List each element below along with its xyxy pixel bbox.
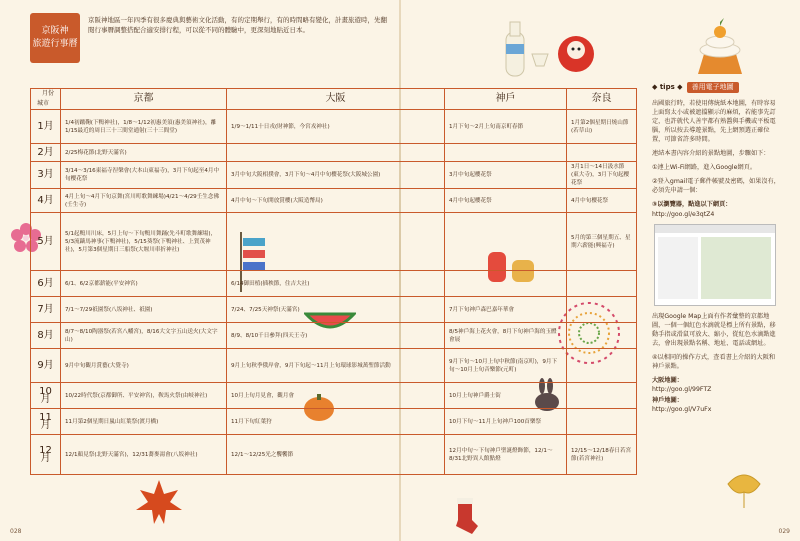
month-cell: 8月: [31, 323, 61, 349]
month-cell: 11月: [31, 409, 61, 435]
kyoto-cell: 3/14～3/16東福寺涅槃會(大本山東福寺)，3月下旬起至4月中旬櫻花祭: [61, 162, 227, 189]
kobe-cell: 8/5神戶海上花火會，8月下旬神戶海的玉體會展: [445, 323, 567, 349]
nara-cell: 1月第2個星期日燒山節(若草山): [567, 110, 637, 144]
month-cell: 1月: [31, 110, 61, 144]
festival-calendar-table: [30, 88, 637, 475]
kyoto-map-link[interactable]: http://goo.gl/e3qtZ4: [652, 211, 715, 218]
badge-line-2: 旅遊行事曆: [32, 39, 78, 49]
kobe-cell: 10月上旬神戶爵士街: [445, 383, 567, 409]
table-row: [31, 323, 637, 349]
nara-cell: [567, 323, 637, 349]
osaka-cell: 10月上旬月見會，觀月會: [227, 383, 445, 409]
kobe-cell: 10月下旬～11月上旬神戶100首樂祭: [445, 409, 567, 435]
title-badge: [30, 13, 80, 63]
table-row: [31, 435, 637, 475]
month-cell: 12月: [31, 435, 61, 475]
nara-cell: 5月的第三個星期五、星期六薪能(興福寺): [567, 213, 637, 271]
month-cell: 10月: [31, 383, 61, 409]
header-kobe: 神戶: [445, 89, 567, 110]
osaka-cell: 8/9、8/10千日參拜(四天王寺): [227, 323, 445, 349]
kagami-mochi-icon: [690, 14, 750, 82]
nara-cell: 3月1日～14日汲水節(東大寺)，3月下旬起櫻花祭: [567, 162, 637, 189]
kobe-cell: 12月中旬～下旬神戶聖誕燈飾節，12/1～8/31北野異人館點燈: [445, 435, 567, 475]
month-cell: 9月: [31, 349, 61, 383]
nara-cell: 12/15～12/18春日若宮節(若宮神社): [567, 435, 637, 475]
kobe-cell: [445, 271, 567, 297]
month-cell: 7月: [31, 297, 61, 323]
tips-paragraph: ④以相同的操作方式，查看書上介紹的大阪和神戶景點。: [652, 354, 776, 370]
intro-text: 京阪神地區一年四季有很多慶典與藝術文化活動，有的定期舉行，有的時間略有變化，計畫旅遊時，先翻閱行事曆調整搭配合適安排行程，可以從不同的體驗中，更深刻地貼近日本。: [88, 16, 387, 34]
table-row: [31, 110, 637, 144]
table-row: [31, 162, 637, 189]
kobe-cell: 7月下旬神戶森巴嘉年華會: [445, 297, 567, 323]
osaka-cell: [227, 144, 445, 162]
kobe-cell: [445, 213, 567, 271]
nara-cell: [567, 271, 637, 297]
kyoto-cell: 7/1～7/29祇園祭(八坂神社、祇園): [61, 297, 227, 323]
month-cell: 4月: [31, 189, 61, 213]
osaka-cell: 12/1～12/25光之饗饗節: [227, 435, 445, 475]
kyoto-cell: 4月上旬～4月下旬京舞(宮川町歌舞練場)4/21～4/29壬生念佛(壬生寺): [61, 189, 227, 213]
osaka-cell: 7/24、7/25天神祭(天滿宮): [227, 297, 445, 323]
kyoto-cell: 1/4初蹴鞠(下鴨神社)，1/8～1/12初惠美須(惠美須神社)，離1/15最近的周日三十三間堂通射(三十三間堂): [61, 110, 227, 144]
table-row: [31, 213, 637, 271]
kyoto-cell: 12/1顏見祭(北野天滿宮)，12/31蕎麥湯會(八坂神社): [61, 435, 227, 475]
kyoto-cell: 2/25梅花節(北野天滿宮): [61, 144, 227, 162]
table-row: [31, 189, 637, 213]
table-row: [31, 271, 637, 297]
sake-bottle-icon: [498, 14, 558, 84]
kobe-cell: 1月下旬～2月上旬南京町春節: [445, 110, 567, 144]
osaka-cell: [227, 213, 445, 271]
daruma-icon: [556, 30, 596, 74]
osaka-cell: 11月下旬紅葉狩: [227, 409, 445, 435]
kobe-cell: [445, 144, 567, 162]
month-cell: 3月: [31, 162, 61, 189]
google-map-screenshot: [654, 224, 776, 306]
tips-paragraph: 出現Google Map上面有作者彙整的京都地圖，一個一個紅色水滴就是標上所有景點，移動手指或滑鼠可放大、縮小，從紅色水滴點進去，會出現景點名稱、地址、電話或網址。: [652, 313, 776, 347]
table-row: [31, 409, 637, 435]
nara-cell: [567, 383, 637, 409]
stocking-icon: [450, 496, 480, 536]
maple-leaf-icon: [134, 478, 184, 528]
nara-cell: [567, 349, 637, 383]
nara-cell: [567, 409, 637, 435]
page-number-right: 029: [778, 528, 790, 535]
kyoto-cell: 10/22時代祭(京都御所、平安神宮)，鞍馬火祭(由岐神社): [61, 383, 227, 409]
tips-panel: [652, 82, 780, 414]
kyoto-cell: 6/1、6/2京都薪能(平安神宮): [61, 271, 227, 297]
kyoto-cell: 5/1起鴨川川床，5月上旬～下旬鴨川舞踊(先斗町歌舞練場)，5/3流鏑馬神事(下鴨神社)，5/15葵祭(下鴨神社、上賀茂神社)，5月第3個星期日三船祭(大堰川車折神社): [61, 213, 227, 271]
osaka-map-label: 大阪地圖：: [652, 377, 683, 384]
tips-step: ①連上Wi-Fi網路，進入Google網頁。: [652, 164, 757, 171]
kobe-map-label: 神戶地圖：: [652, 397, 683, 404]
osaka-cell: 1/9～1/11十日戎(財神節，今宮戎神社): [227, 110, 445, 144]
tips-heading: [652, 82, 780, 93]
kobe-cell: 4月中旬起櫻花祭: [445, 189, 567, 213]
kobe-cell: 9月下旬～10月上旬中秋節(南京町)，9月下旬～10月上旬音樂節(元町): [445, 349, 567, 383]
tips-step: ③以瀏覽器，點進以下網頁：: [652, 201, 732, 208]
month-cell: 5月: [31, 213, 61, 271]
tips-paragraph: 出國旅行時，若使用傳統紙本地圖，有時容易上面寫太小或被遮擋顯示的麻煩，若能事先訂定，也許就代人善宇都有熟醬與手機或平板電腦，所以按去導遊景點，先上網預選正確位置，可節省許多時間。: [652, 100, 776, 143]
nara-cell: [567, 297, 637, 323]
osaka-cell: 3月中旬大阪相撲會，3月下旬～4月中旬櫻花祭(大阪城公園): [227, 162, 445, 189]
corner-month-label: 月份: [41, 90, 54, 97]
table-row: [31, 349, 637, 383]
kyoto-cell: 11月第2個星期日嵐山紅葉祭(渡月橋): [61, 409, 227, 435]
header-nara: 奈良: [567, 89, 637, 110]
osaka-cell: 9月上旬秋季俄岸會，9月下旬起～11月上旬環球影城萬聖節活動: [227, 349, 445, 383]
table-row: [31, 297, 637, 323]
kobe-cell: 3月中旬起櫻花祭: [445, 162, 567, 189]
tips-paragraph: 連結本書內容介紹的景點地圖，步驟如下：: [652, 150, 770, 157]
kyoto-cell: 8/7～8/10陶器祭(若宮八幡宮)，8/16大文字五山送火(大文字山): [61, 323, 227, 349]
header-kyoto: 京都: [61, 89, 227, 110]
tips-step: ②登入gmail電子郵件帳號及密碼，如果沒有，必須先申請一個：: [652, 178, 780, 194]
corner-cell: [31, 89, 61, 110]
tips-tag: ◆ tips ◆: [652, 83, 683, 91]
month-cell: 2月: [31, 144, 61, 162]
table-row: [31, 383, 637, 409]
header-osaka: 大阪: [227, 89, 445, 110]
nara-cell: 4月中旬櫻花祭: [567, 189, 637, 213]
kobe-map-link[interactable]: http://goo.gl/V7uFx: [652, 406, 712, 413]
page-number-left: 028: [10, 528, 22, 535]
tips-title: 善用電子地圖: [687, 82, 739, 93]
osaka-map-link[interactable]: http://goo.gl/99FTZ: [652, 386, 712, 393]
ginkgo-leaf-icon: [724, 470, 764, 510]
osaka-cell: 4月中旬～下旬開放賞櫻(大阪造幣局): [227, 189, 445, 213]
osaka-cell: 6/14御田植(插秧節，住吉大社): [227, 271, 445, 297]
corner-city-label: 城市: [37, 100, 50, 107]
kyoto-cell: 9月中旬觀月賞藝(大覺寺): [61, 349, 227, 383]
month-cell: 6月: [31, 271, 61, 297]
badge-line-1: 京阪神: [41, 26, 69, 36]
nara-cell: [567, 144, 637, 162]
table-row: [31, 144, 637, 162]
